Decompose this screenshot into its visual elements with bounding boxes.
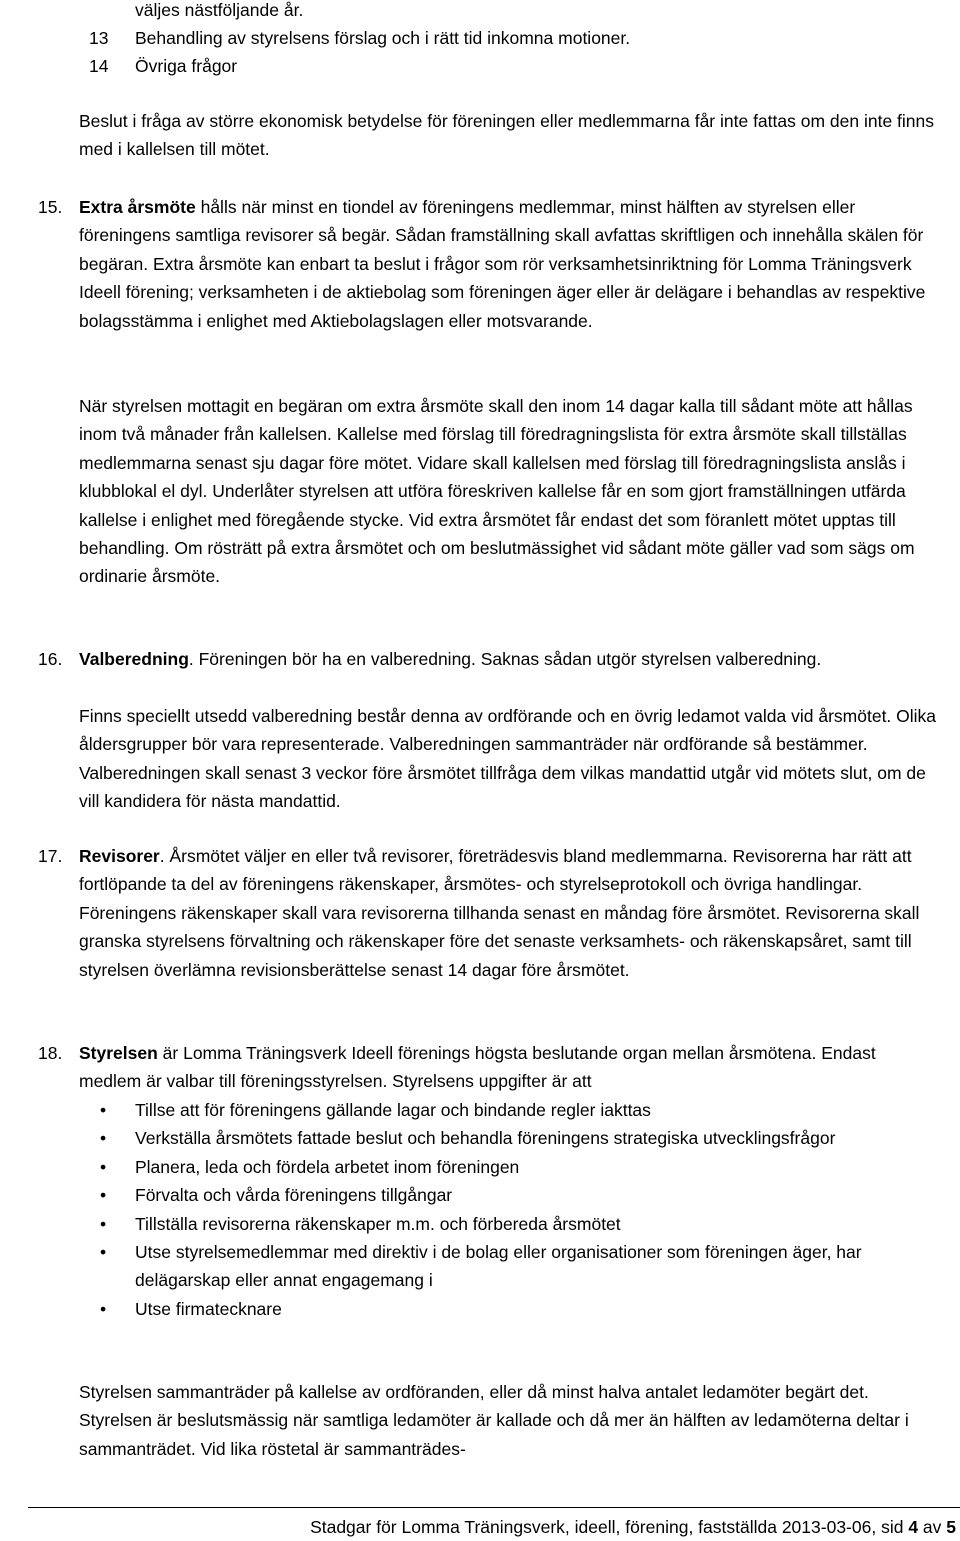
page-total: 5 <box>946 1517 956 1537</box>
item-number: 13 <box>89 28 109 48</box>
bullet-icon: • <box>100 1242 107 1263</box>
agenda-item: Behandling av styrelsens förslag och i rätt tid inkomna motioner. <box>135 28 631 48</box>
section-18 <box>38 1039 932 1096</box>
section-number: 15. <box>38 197 63 217</box>
list-item: • Förvalta och vårda föreningens tillgångar <box>79 1181 944 1209</box>
page-number: 4 <box>908 1517 919 1537</box>
section-18-closing: Styrelsen sammanträder på kallelse av ordföranden, eller då minst halva antalet ledamöter begärt det. Styrelsen är beslutsmässig när samtliga ledamöter är kallade och då mer än hälften av ledamöterna deltar i sammanträdet. Vid lika röstetal är sammanträdes- <box>79 1382 909 1459</box>
footer-separator: av <box>918 1517 947 1537</box>
section-number: 18. <box>38 1043 63 1063</box>
list-item: • Utse firmatecknare <box>79 1295 944 1323</box>
carry-over-line: väljes nästföljande år. <box>135 0 304 20</box>
section-text: är Lomma Träningsverk Ideell förenings högsta beslutande organ mellan årsmötena. Endast medlem är valbar till föreningsstyrelsen. Styrelsens uppgifter är att <box>79 1043 876 1092</box>
duties-list <box>79 1096 944 1323</box>
section-16-paragraph-2: Finns speciellt utsedd valberedning består denna av ordförande och en övrig ledamot valda vid årsmötet. Olika åldersgrupper bör vara representerade. Valberedningen sammanträder när ordförande så bestämmer. Valberedningen skall senast 3 veckor före årsmötet tillfråga dem vilkas mandattid utgår vid mötets slut, om de vill kandidera för nästa mandattid. <box>79 706 937 812</box>
footer-text: Stadgar för Lomma Träningsverk, ideell, förening, fastställda 2013-03-06, sid <box>310 1517 909 1537</box>
section-16-line <box>79 645 932 673</box>
section-15 <box>38 193 932 335</box>
agenda-item: Övriga frågor <box>135 56 238 76</box>
section-title: Styrelsen <box>79 1043 158 1063</box>
list-item: • Utse styrelsemedlemmar med direktiv i de bolag eller organisationer som föreningen äger, har delägarskap eller annat engagemang i <box>79 1238 944 1295</box>
footer-divider <box>28 1507 960 1508</box>
section-text: . Årsmötet väljer en eller två revisorer, företrädesvis bland medlemmarna. Revisorerna har rätt att fortlöpande ta del av föreningens räkenskaper, årsmötes- och styrelseprotokoll och övriga handlingar. Föreningens räkenskaper skall vara revisorerna tillhanda senast en måndag före årsmötet. Revisorerna skall granska styrelsens förvaltning och räkenskaper före det senaste verksamhets- och räkenskapsåret, samt till styrelsen överlämna revisionsberättelse senast 14 dagar före årsmötet. <box>79 846 920 980</box>
section-18-paragraph <box>79 1039 932 1096</box>
section-15-paragraph <box>79 193 932 335</box>
decision-note: Beslut i fråga av större ekonomisk betydelse för föreningen eller medlemmarna får inte fattas om den inte finns med i kallelsen till mötet. <box>79 111 935 160</box>
bullet-icon: • <box>100 1100 107 1120</box>
section-15-paragraph-2: När styrelsen mottagit en begäran om extra årsmöte skall den inom 14 dagar kalla till sådant möte att hållas inom två månader från kallelsen. Kallelse med förslag till föredragningslista för extra årsmöte skall tillställas medlemmarna senast sju dagar före mötet. Vidare skall kallelsen med förslag till föredragningslista anslås i klubblokal el dyl. Underlåter styrelsen att utföra föreskriven kallelse får en som gjort framställningen utfärda kallelse i enlighet med föregående stycke. Vid extra årsmötet får endast det som föranlett mötet upptas till behandling. Om rösträtt på extra årsmötet och om beslutmässighet vid sådant möte gäller vad som sägs om ordinarie årsmöte. <box>79 396 915 587</box>
bullet-icon: • <box>100 1213 107 1234</box>
bullet-icon: • <box>100 1185 107 1206</box>
section-title: Extra årsmöte <box>79 197 196 217</box>
section-title: Revisorer <box>79 846 160 866</box>
section-text: hålls när minst en tiondel av föreningens medlemmar, minst hälften av styrelsen eller föreningens samtliga revisorer så begär. Sådan framställning skall avfattas skriftligen och innehålla skälen för begäran. Extra årsmöte kan enbart ta beslut i frågor som rör verksamhetsinriktning för Lomma Träningsverk Ideell förening; verksamheten i de aktiebolag som föreningen äger eller är delägare i behandlas av respektive bolagsstämma i enlighet med Aktiebolagslagen eller motsvarande. <box>79 197 926 331</box>
list-item: • Planera, leda och fördela arbetet inom föreningen <box>79 1153 944 1181</box>
list-item: • Verkställa årsmötets fattade beslut och behandla föreningens strategiska utvecklingsfrågor <box>79 1124 944 1152</box>
list-item: • Tillställa revisorerna räkenskaper m.m. och förbereda årsmötet <box>79 1210 944 1238</box>
list-item: • Tillse att för föreningens gällande lagar och bindande regler iakttas <box>79 1096 944 1124</box>
bullet-icon: • <box>100 1128 107 1149</box>
section-number: 16. <box>38 649 63 669</box>
section-text: . Föreningen bör ha en valberedning. Saknas sådan utgör styrelsen valberedning. <box>188 649 822 669</box>
page-footer <box>310 1514 956 1540</box>
section-17-paragraph <box>79 842 932 984</box>
section-number: 17. <box>38 846 63 866</box>
section-17 <box>38 842 932 984</box>
section-16 <box>38 645 932 673</box>
bullet-icon: • <box>100 1298 107 1319</box>
bullet-icon: • <box>100 1156 107 1177</box>
item-number: 14 <box>89 56 109 76</box>
section-title: Valberedning <box>79 649 189 669</box>
